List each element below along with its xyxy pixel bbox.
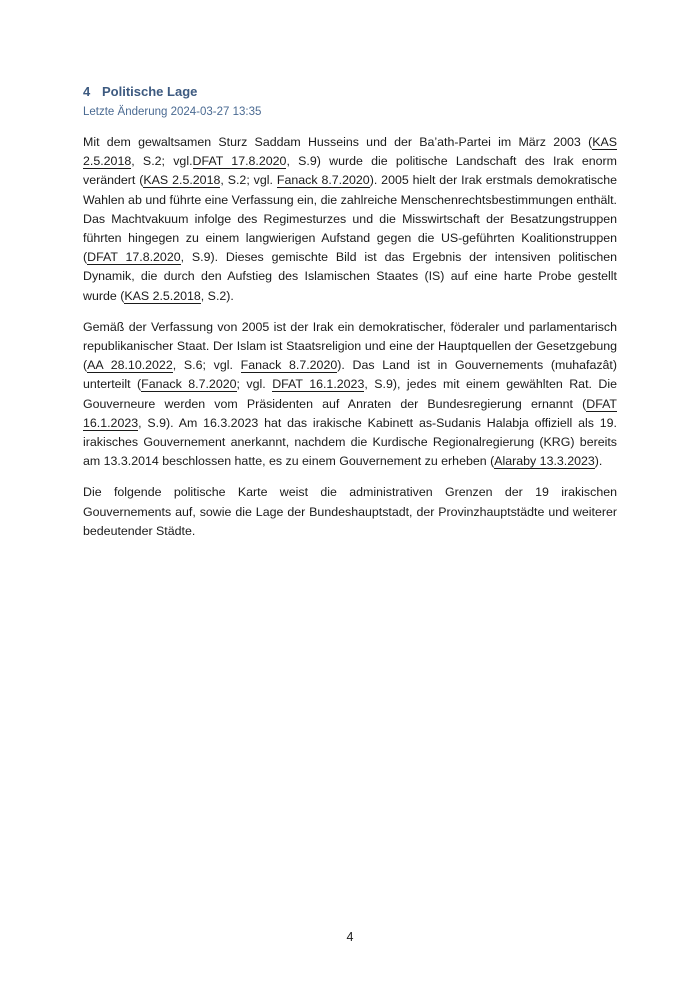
source-reference-link[interactable]: Fanack 8.7.2020 <box>141 377 237 392</box>
paragraph-history: Mit dem gewaltsamen Sturz Saddam Husseins und der Ba’ath-Partei im März 2003 (KAS 2.5.2018, S.2; vgl.DFAT 17.8.2020, S.9) wurde die politische Landschaft des Irak enorm verändert (KAS 2.5.2018, S.2; vgl. Fanack 8.7.2020). 2005 hielt der Irak erstmals demokratische Wahlen ab und führte eine Verfassung ein, die zahlreiche Menschenrechtsbestimmungen enthält. Das Machtvakuum infolge des Regimesturzes und die Misswirtschaft der Besatzungstruppen führten hingegen zu einem langwierigen Aufstand gegen die US-geführten Koalitionstruppen (DFAT 17.8.2020, S.9). Dieses gemischte Bild ist das Ergebnis der intensiven politischen Dynamik, die durch den Aufstieg des Islamischen Staates (IS) auf eine harte Probe gestellt wurde (KAS 2.5.2018, S.2). <box>83 135 618 303</box>
paragraph-constitution: Gemäß der Verfassung von 2005 ist der Irak ein demokratischer, föderaler und parlamentarisch republikanischer Staat. Der Islam ist Staatsreligion und eine der Hauptquellen der Gesetzgebung (AA 28.10.2022, S.6; vgl. Fanack 8.7.2020). Das Land ist in Gouvernements (muhafazât) unterteilt (Fanack 8.7.2020; vgl. DFAT 16.1.2023, S.9), jedes mit einem gewählten Rat. Die Gouverneure werden vom Präsidenten auf Anraten der Bundesregierung ernannt (DFAT 16.1.2023, S.9). Am 16.3.2023 hat das irakische Kabinett as-Sudanis Halabja offiziell als 19. irakisches Gouvernement anerkannt, nachdem die Kurdische Regionalregierung (KRG) bereits am 13.3.2014 beschlossen hatte, es zu einem Gouvernement zu erheben (Alaraby 13.3.2023). <box>83 319 618 469</box>
last-change-date: Letzte Änderung 2024-03-27 13:35 <box>83 106 262 118</box>
source-reference-link[interactable]: AA 28.10.2022 <box>87 358 173 373</box>
paragraph-map-intro: Die folgende politische Karte weist die administrativen Grenzen der 19 irakischen Gouvernements auf, sowie die Lage der Bundeshauptstadt, der Provinzhauptstädte und weiterer bedeutender Städte. <box>83 485 617 538</box>
source-reference-link[interactable]: Fanack 8.7.2020 <box>240 358 338 373</box>
source-reference-link[interactable]: KAS 2.5.2018 <box>143 173 221 188</box>
source-reference-link[interactable]: DFAT 16.1.2023 <box>83 396 617 430</box>
source-reference-link[interactable]: DFAT 17.8.2020 <box>87 250 181 265</box>
section-heading <box>83 84 617 100</box>
section-number: 4 <box>83 84 91 99</box>
page-number: 4 <box>346 930 354 944</box>
section-title: Politische Lage <box>102 84 198 99</box>
source-reference-link[interactable]: DFAT 17.8.2020 <box>192 154 287 169</box>
source-reference-link[interactable]: KAS 2.5.2018 <box>83 135 617 169</box>
source-reference-link[interactable]: KAS 2.5.2018 <box>124 288 201 303</box>
source-reference-link[interactable]: Fanack 8.7.2020 <box>276 173 370 188</box>
source-reference-link[interactable]: DFAT 16.1.2023 <box>272 377 365 392</box>
source-reference-link[interactable]: Alaraby 13.3.2023 <box>494 454 595 469</box>
document-page <box>83 84 617 541</box>
